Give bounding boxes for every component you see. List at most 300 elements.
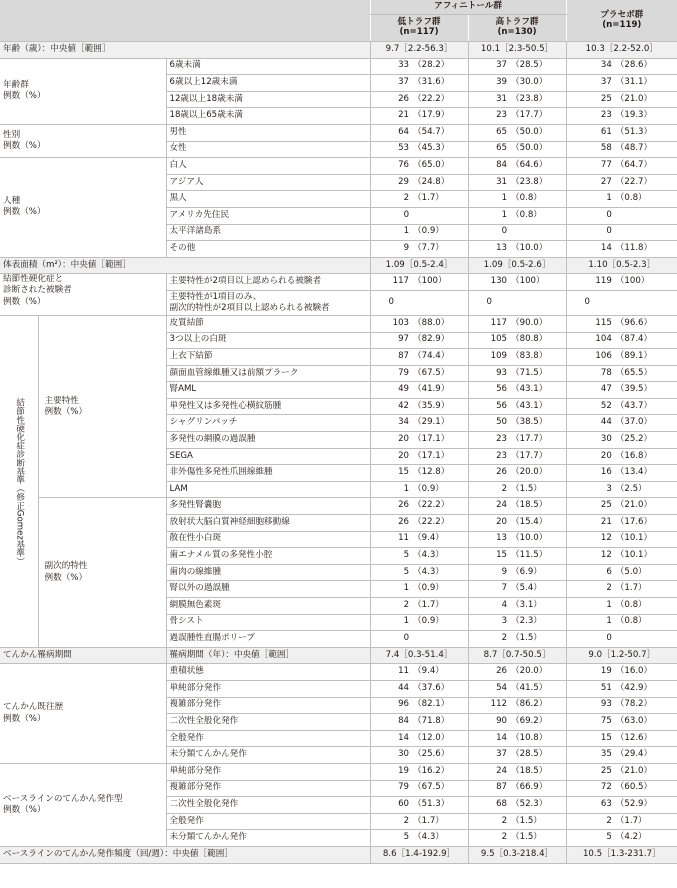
placebo-cell	[566, 448, 677, 465]
count-value: 1	[403, 483, 410, 494]
count-value: 61	[600, 126, 612, 137]
percent-value: （1.5）	[511, 633, 542, 644]
high-trough-cell	[468, 448, 566, 465]
placebo-cell	[566, 108, 677, 125]
count-value: 93	[496, 367, 508, 378]
count-value: 93	[600, 699, 612, 710]
placebo-cell	[566, 158, 677, 175]
count-value: 25	[600, 500, 612, 511]
item-name: 6歳未満	[166, 58, 370, 75]
placebo-cell	[566, 432, 677, 449]
count-value: 15	[496, 550, 508, 561]
percent-value: （100）	[511, 276, 545, 287]
percent-value: （50.0）	[511, 126, 548, 137]
item-name: SEGA	[166, 448, 370, 465]
category-label-line: 低トラフ群	[397, 17, 441, 28]
count-value: 29	[398, 176, 410, 187]
percent-value: （31.6）	[413, 77, 450, 88]
high-trough-cell	[468, 680, 566, 697]
low-trough-cell	[370, 91, 468, 108]
percent-value: （1.5）	[511, 815, 542, 826]
count-value: 24	[496, 500, 508, 511]
item-name: 骨シスト	[166, 614, 370, 631]
count-value: 31	[496, 93, 508, 104]
item-name: 多発性の網膜の過誤腫	[166, 432, 370, 449]
percent-value: （43.1）	[511, 400, 548, 411]
percent-value: （39.5）	[615, 384, 653, 395]
high-trough-cell	[468, 830, 566, 847]
count-value: 30	[600, 433, 612, 444]
header-placebo	[566, 0, 677, 42]
percent-value: （65.5）	[615, 367, 653, 378]
count-value: 87	[496, 782, 508, 793]
item-name: 腎以外の過誤腫	[166, 581, 370, 598]
placebo-cell	[566, 581, 677, 598]
placebo-cell	[566, 481, 677, 498]
epilepsy-duration-row	[0, 647, 677, 664]
percent-value: （16.0）	[615, 666, 653, 677]
high-trough-cell	[468, 598, 566, 615]
count-value: 44	[600, 417, 612, 428]
item-name: 全般発作	[166, 813, 370, 830]
percent-value: （71.8）	[413, 716, 450, 727]
low-trough-cell	[370, 531, 468, 548]
count-value: 7	[501, 583, 508, 594]
percent-value: （2.5）	[615, 483, 647, 494]
placebo-cell	[566, 498, 677, 515]
placebo-cell	[566, 207, 677, 224]
high-trough-cell	[468, 697, 566, 714]
value-high: 8.7［0.7-50.5］	[468, 647, 566, 664]
count-value: 26	[398, 500, 410, 511]
low-trough-cell	[370, 515, 468, 532]
count-value: 1	[606, 616, 612, 627]
category-label-line: 副次的特性	[44, 561, 88, 572]
percent-value: （16.2）	[413, 765, 450, 776]
row-label: ベースラインのてんかん発作頻度（回/週）：中央値［範囲］	[0, 846, 370, 863]
count-value: 54	[496, 682, 508, 693]
percent-value: （9.4）	[413, 533, 444, 544]
count-value: 9	[403, 242, 410, 253]
item-name: 二次性全般化発作	[166, 714, 370, 731]
count-value: 37	[496, 60, 508, 71]
percent-value: （63.0）	[615, 716, 653, 727]
category-label-line: 人種	[3, 196, 21, 207]
header-low-trough	[370, 15, 468, 42]
count-value: 4	[501, 599, 508, 610]
count-value: 5	[403, 566, 410, 577]
count-value: 11	[398, 666, 410, 677]
baseline-type-row	[0, 763, 677, 780]
low-trough-cell	[370, 75, 468, 92]
count-value: 3	[606, 483, 612, 494]
percent-value: （12.6）	[615, 732, 653, 743]
header-afinitor-group: アフィニトール群	[370, 0, 566, 15]
percent-value: （31.1）	[615, 77, 653, 88]
placebo-cell	[566, 274, 677, 291]
percent-value: （15.4）	[511, 516, 548, 527]
percent-value: （0.9）	[413, 616, 444, 627]
count-value: 103	[392, 317, 410, 328]
count-value: 117	[490, 317, 508, 328]
percent-value: （23.8）	[511, 93, 548, 104]
age-group-label	[0, 58, 166, 124]
percent-value: （0.8）	[615, 616, 647, 627]
percent-value: （1.5）	[511, 832, 542, 843]
placebo-cell	[566, 91, 677, 108]
placebo-cell	[566, 664, 677, 681]
value-placebo: 10.3［2.2-52.0］	[566, 42, 677, 59]
low-trough-cell	[370, 581, 468, 598]
count-value: 9	[501, 566, 508, 577]
category-label-line: 性別	[3, 129, 21, 140]
count-value: 14	[600, 242, 612, 253]
header-high-trough	[468, 15, 566, 42]
low-trough-cell	[370, 830, 468, 847]
low-trough-cell	[370, 58, 468, 75]
count-value: 12	[600, 550, 612, 561]
category-label-line: 主要特性が1項目のみ、	[169, 292, 262, 303]
percent-value: （43.7）	[615, 400, 653, 411]
major-feature-label	[38, 315, 166, 498]
major-feature-row	[0, 315, 677, 332]
count-value: 23	[600, 110, 612, 121]
placebo-cell	[566, 75, 677, 92]
percent-value: （69.2）	[511, 716, 548, 727]
minor-feature-label	[38, 498, 166, 647]
age-row	[0, 42, 677, 59]
percent-value: （30.0）	[511, 77, 548, 88]
item-name: 黒人	[166, 191, 370, 208]
placebo-cell	[566, 548, 677, 565]
percent-value: （67.5）	[413, 782, 450, 793]
placebo-cell	[566, 415, 677, 432]
count-value: 37	[398, 77, 410, 88]
sex-label	[0, 124, 166, 157]
count-value: 84	[398, 716, 410, 727]
percent-value: （17.1）	[413, 433, 450, 444]
count-value: 112	[490, 699, 508, 710]
baseline-type-label	[0, 763, 166, 846]
percent-value: （71.5）	[511, 367, 548, 378]
value-placebo: 10.5［1.3-231.7］	[566, 846, 677, 863]
percent-value: （10.1）	[615, 550, 653, 561]
low-trough-cell	[370, 108, 468, 125]
count-value: 64	[398, 126, 410, 137]
percent-value: （16.8）	[615, 450, 653, 461]
placebo-cell	[566, 332, 677, 349]
value-high: 10.1［2.3-50.5］	[468, 42, 566, 59]
count-value: 84	[496, 160, 508, 171]
percent-value: （11.5）	[511, 550, 548, 561]
count-value: 87	[398, 350, 410, 361]
count-value: 31	[496, 176, 508, 187]
item-name: 非外傷性多発性爪囲線維腫	[166, 465, 370, 482]
age-group-row	[0, 58, 677, 75]
count-value: 49	[398, 384, 410, 395]
percent-value: （0.9）	[413, 583, 444, 594]
percent-value: （13.4）	[615, 467, 653, 478]
item-name: 18歳以上65歳未満	[166, 108, 370, 125]
item-name: 複雑部分発作	[166, 780, 370, 797]
high-trough-cell	[468, 191, 566, 208]
count-value: 2	[501, 832, 508, 843]
count-value: 1	[403, 616, 410, 627]
placebo-cell	[566, 730, 677, 747]
count-value: 14	[496, 732, 508, 743]
count-value: 2	[501, 633, 508, 644]
item-name: アメリカ先住民	[166, 207, 370, 224]
low-trough-cell	[370, 763, 468, 780]
count-value: 23	[496, 110, 508, 121]
percent-value: （100）	[615, 276, 650, 287]
item-name: 12歳以上18歳未満	[166, 91, 370, 108]
count-value: 0	[501, 226, 508, 237]
count-value: 72	[600, 782, 612, 793]
category-label-line: 例数（%）	[3, 296, 46, 307]
count-value: 23	[496, 450, 508, 461]
high-trough-cell	[468, 730, 566, 747]
count-value: 26	[398, 516, 410, 527]
low-trough-cell	[370, 813, 468, 830]
tsc-row	[0, 274, 677, 291]
count-value: 25	[600, 93, 612, 104]
high-trough-cell	[468, 763, 566, 780]
category-label-line: 年齢群	[3, 80, 29, 91]
count-value: 1	[403, 226, 410, 237]
count-value: 5	[403, 832, 410, 843]
percent-value: （21.0）	[615, 765, 653, 776]
item-name: シャグリンパッチ	[166, 415, 370, 432]
count-value: 39	[496, 77, 508, 88]
item-name: 過誤腫性直腸ポリープ	[166, 631, 370, 648]
value-cell: 0	[468, 290, 566, 315]
high-trough-cell	[468, 548, 566, 565]
placebo-cell	[566, 830, 677, 847]
item-name: 放射状大脳白質神経細胞移動線	[166, 515, 370, 532]
placebo-cell	[566, 813, 677, 830]
item-name	[166, 290, 370, 315]
count-value: 76	[398, 160, 410, 171]
count-value: 117	[392, 276, 410, 287]
count-value: 0	[403, 633, 410, 644]
percent-value: （1.7）	[615, 583, 647, 594]
count-value: 63	[600, 798, 612, 809]
count-value: 3	[501, 616, 508, 627]
count-value: 0	[606, 633, 612, 644]
header-empty	[0, 0, 370, 42]
percent-value: （4.3）	[413, 550, 444, 561]
count-value: 44	[398, 682, 410, 693]
percent-value: （41.5）	[511, 682, 548, 693]
count-value: 53	[398, 143, 410, 154]
percent-value: （12.0）	[413, 732, 450, 743]
low-trough-cell	[370, 124, 468, 141]
low-trough-cell	[370, 730, 468, 747]
count-value: 52	[600, 400, 612, 411]
high-trough-cell	[468, 382, 566, 399]
percent-value: （17.9）	[413, 110, 450, 121]
percent-value: （45.3）	[413, 143, 450, 154]
sex-row	[0, 124, 677, 141]
bsa-row	[0, 257, 677, 274]
count-value: 13	[496, 533, 508, 544]
count-value: 19	[398, 765, 410, 776]
percent-value: （0.9）	[413, 226, 444, 237]
count-value: 68	[496, 798, 508, 809]
count-value: 20	[496, 516, 508, 527]
high-trough-cell	[468, 58, 566, 75]
low-trough-cell	[370, 365, 468, 382]
percent-value: （29.1）	[413, 417, 450, 428]
placebo-cell	[566, 598, 677, 615]
percent-value: （0.9）	[413, 483, 444, 494]
percent-value: （82.9）	[413, 334, 450, 345]
placebo-cell	[566, 564, 677, 581]
placebo-cell	[566, 315, 677, 332]
placebo-cell	[566, 141, 677, 158]
high-trough-cell	[468, 141, 566, 158]
percent-value: （37.6）	[413, 682, 450, 693]
low-trough-cell	[370, 714, 468, 731]
placebo-cell	[566, 614, 677, 631]
count-value: 24	[496, 765, 508, 776]
count-value: 6	[606, 566, 612, 577]
item-name: 主要特性が2項目以上認められる被験者	[166, 274, 370, 291]
item-name: 上衣下結節	[166, 349, 370, 366]
count-value: 20	[398, 433, 410, 444]
low-trough-cell	[370, 241, 468, 258]
placebo-cell	[566, 174, 677, 191]
count-value: 35	[600, 749, 612, 760]
low-trough-cell	[370, 498, 468, 515]
count-value: 5	[403, 550, 410, 561]
count-value: 50	[496, 417, 508, 428]
count-value: 97	[398, 334, 410, 345]
percent-value: （51.3）	[615, 126, 653, 137]
count-value: 47	[600, 384, 612, 395]
count-value: 58	[600, 143, 612, 154]
percent-value: （4.3）	[413, 566, 444, 577]
item-name: 顔面血管線維腫又は前額プラーク	[166, 365, 370, 382]
count-value: 1	[501, 193, 508, 204]
low-trough-cell	[370, 274, 468, 291]
percent-value: （5.4）	[511, 583, 542, 594]
percent-value: （88.0）	[413, 317, 450, 328]
percent-value: （2.3）	[511, 616, 542, 627]
percent-value: （3.1）	[511, 599, 542, 610]
percent-value: （28.5）	[511, 60, 548, 71]
item-name: 単純部分発作	[166, 763, 370, 780]
value-low: 9.7［2.2-56.3］	[370, 42, 468, 59]
low-trough-cell	[370, 382, 468, 399]
percent-value: （64.6）	[511, 160, 548, 171]
low-trough-cell	[370, 797, 468, 814]
count-value: 56	[496, 400, 508, 411]
percent-value: （28.5）	[511, 749, 548, 760]
placebo-cell	[566, 241, 677, 258]
header-row	[0, 0, 677, 15]
percent-value: （18.5）	[511, 500, 548, 511]
low-trough-cell	[370, 780, 468, 797]
count-value: 65	[496, 143, 508, 154]
low-trough-cell	[370, 224, 468, 241]
high-trough-cell	[468, 631, 566, 648]
item-name: 多発性腎嚢胞	[166, 498, 370, 515]
low-trough-cell	[370, 631, 468, 648]
item-name: 6歳以上12歳未満	[166, 75, 370, 92]
count-value: 109	[490, 350, 508, 361]
percent-value: （22.2）	[413, 500, 450, 511]
category-label-line: ベースラインのてんかん発作型	[3, 793, 123, 804]
high-trough-cell	[468, 498, 566, 515]
low-trough-cell	[370, 680, 468, 697]
item-name: アジア人	[166, 174, 370, 191]
percent-value: （17.1）	[413, 450, 450, 461]
value-cell: 0	[370, 290, 468, 315]
low-trough-cell	[370, 564, 468, 581]
criteria-vertical-label	[0, 315, 38, 647]
percent-value: （20.0）	[511, 467, 548, 478]
item-name: 太平洋諸島系	[166, 224, 370, 241]
item-name: 腎AML	[166, 382, 370, 399]
percent-value: （89.1）	[615, 350, 653, 361]
count-value: 56	[496, 384, 508, 395]
count-value: 115	[595, 317, 612, 328]
percent-value: （0.8）	[511, 209, 542, 220]
category-label-line: プラセボ群	[600, 9, 644, 20]
category-label-line: 例数（%）	[3, 804, 46, 815]
percent-value: （28.6）	[615, 60, 653, 71]
count-value: 2	[606, 815, 612, 826]
high-trough-cell	[468, 531, 566, 548]
count-value: 1	[501, 209, 508, 220]
count-value: 0	[606, 209, 612, 220]
high-trough-cell	[468, 465, 566, 482]
count-value: 79	[398, 367, 410, 378]
value-cell: 0	[566, 290, 677, 315]
percent-value: （1.7）	[413, 193, 444, 204]
item-name: 皮質結節	[166, 315, 370, 332]
count-value: 79	[398, 782, 410, 793]
value-high: 9.5［0.3-218.4］	[468, 846, 566, 863]
item-name: 罹病期間（年）：中央値［範囲］	[166, 647, 370, 664]
count-value: 90	[496, 716, 508, 727]
percent-value: （42.9）	[615, 682, 653, 693]
count-value: 2	[403, 599, 410, 610]
tsc-label	[0, 274, 166, 316]
percent-value: （51.3）	[413, 798, 450, 809]
count-value: 15	[600, 732, 612, 743]
count-value: 21	[398, 110, 410, 121]
percent-value: （0.8）	[615, 193, 647, 204]
item-name: 全般発作	[166, 730, 370, 747]
percent-value: （10.0）	[511, 242, 548, 253]
count-value: 27	[600, 176, 612, 187]
percent-value: （9.4）	[413, 666, 444, 677]
category-label-line: てんかん既往歴	[3, 702, 64, 713]
count-value: 13	[496, 242, 508, 253]
count-value: 21	[600, 516, 612, 527]
count-value: 34	[398, 417, 410, 428]
percent-value: （17.7）	[511, 433, 548, 444]
category-label-line: 結節性硬化症と	[3, 274, 64, 285]
high-trough-cell	[468, 75, 566, 92]
item-name: 単発性又は多発性心横紋筋腫	[166, 398, 370, 415]
percent-value: （90.0）	[511, 317, 548, 328]
high-trough-cell	[468, 224, 566, 241]
item-name: 未分類てんかん発作	[166, 747, 370, 764]
